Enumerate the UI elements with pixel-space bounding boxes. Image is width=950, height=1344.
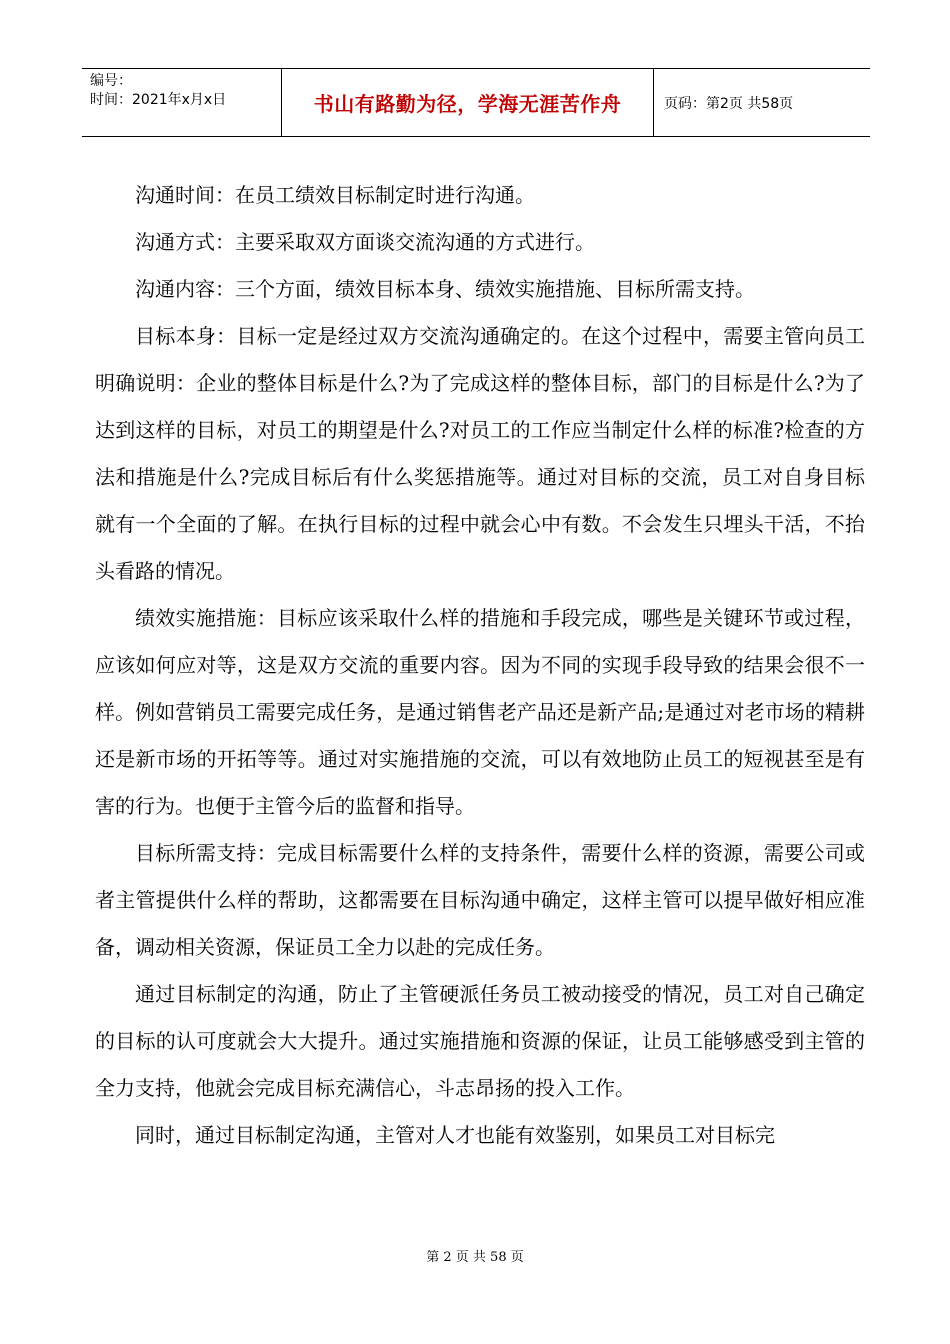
header-motto-cell xyxy=(282,69,654,136)
paragraph-goal-itself: 目标本身：目标一定是经过双方交流沟通确定的。在这个过程中，需要主管向员工明确说明：企业的整体目标是什么?为了完成这样的整体目标，部门的目标是什么?为了达到这样的目标，对员工的期望是什么?对员工的工作应当制定什么样的标准?检查的方法和措施是什么?完成目标后有什么奖惩措施等。通过对目标的交流，员工对自身目标就有一个全面的了解。在执行目标的过程中就会心中有数。不会发生只埋头干活，不抬头看路的情况。 xyxy=(95,324,865,583)
page-info-text: 页码：第2页 共58页 xyxy=(664,95,794,112)
paragraph-communication-content: 沟通内容：三个方面，绩效目标本身、绩效实施措施、目标所需支持。 xyxy=(135,277,755,301)
paragraph-implementation-measures: 绩效实施措施：目标应该采取什么样的措施和手段完成，哪些是关键环节或过程，应该如何应对等，这是双方交流的重要内容。因为不同的实现手段导致的结果会很不一样。例如营销员工需要完成任务，是通过销售老产品还是新产品;是通过对老市场的精耕还是新市场的开拓等等。通过对实施措施的交流，可以有效地防止员工的短视甚至是有害的行为。也便于主管今后的监督和指导。 xyxy=(95,606,865,818)
header-motto: 书山有路勤为径，学海无涯苦作舟 xyxy=(313,92,622,116)
header-meta xyxy=(82,69,282,136)
paragraph-required-support: 目标所需支持：完成目标需要什么样的支持条件，需要什么样的资源，需要公司或者主管提供什么样的帮助，这都需要在目标沟通中确定，这样主管可以提早做好相应准备，调动相关资源，保证员工全力以赴的完成任务。 xyxy=(95,841,865,959)
page-footer xyxy=(0,1246,950,1265)
document-date: 时间：2021年x月x日 xyxy=(90,92,227,108)
paragraph-goal-setting-benefits: 通过目标制定的沟通，防止了主管硬派任务员工被动接受的情况，员工对自己确定的目标的认可度就会大大提升。通过实施措施和资源的保证，让员工能够感受到主管的全力支持，他就会完成目标充满信心，斗志昂扬的投入工作。 xyxy=(95,982,865,1100)
paragraph-talent-identification: 同时，通过目标制定沟通，主管对人才也能有效鉴别，如果员工对目标完 xyxy=(135,1123,775,1147)
paragraph-communication-method: 沟通方式：主要采取双方面谈交流沟通的方式进行。 xyxy=(135,230,595,254)
footer-page-number: 第 2 页 共 58 页 xyxy=(426,1250,524,1265)
document-body xyxy=(95,172,865,1159)
page-header xyxy=(82,68,870,137)
document-number-label: 编号： xyxy=(90,73,132,89)
paragraph-communication-time: 沟通时间：在员工绩效目标制定时进行沟通。 xyxy=(135,183,535,207)
header-page-info xyxy=(654,69,870,136)
